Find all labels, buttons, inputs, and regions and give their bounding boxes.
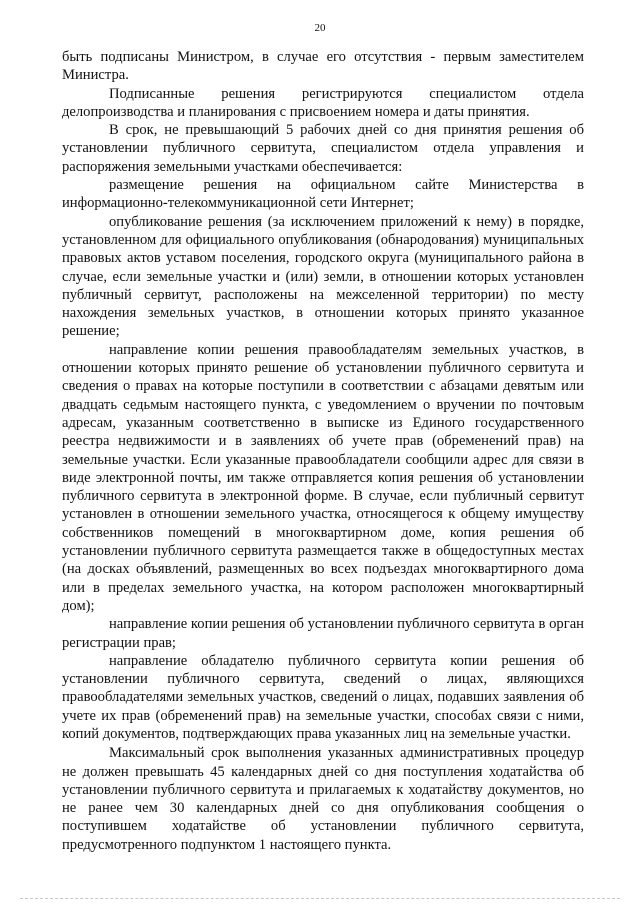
list-item-copy-to-registry: направление копии решения об установлении публичного сервитута в орган регистрации прав; bbox=[62, 616, 584, 651]
paragraph-signature-continuation: быть подписаны Министром, в случае его отсутствия - первым заместителем Министра. bbox=[62, 49, 584, 84]
paragraph-registration: Подписанные решения регистрируются специалистом отдела делопроизводства и планирования с присвоением номера и даты принятия. bbox=[62, 85, 584, 120]
list-item-copy-to-owners: направление копии решения правообладателям земельных участков, в отношении которых принято решение об установлении публичного сервитута и сведения о правах на которые поступили в соответствии с абзацами девятым или двадцать седьмым настоящего пункта, с уведомлением о вручении по почтовым адресам, указанным соответственно в выписке из Единого государственного реестра недвижимости и в заявлениях об учете прав (обременений прав) на земельные участки. Если указанные правообладатели сообщили адрес для связи в виде электронной почты, им также отправляется копия решения об установлении публичного сервитута в электронной форме. В случае, если публичный сервитут установлен в отношении земельного участка, относящегося к общему имуществу собственников помещений в многоквартирном доме, копия решения об установлении публичного сервитута размещается также в общедоступных местах (на досках объявлений, размещенных во всех подъездах многоквартирного дома или в пределах земельного участка, на котором расположен многоквартирный дом); bbox=[62, 341, 584, 614]
list-item-website-publication: размещение решения на официальном сайте Министерства в информационно-телекоммуникационной сети Интернет; bbox=[62, 177, 584, 212]
page-number: 20 bbox=[314, 22, 326, 34]
list-item-official-publication: опубликование решения (за исключением приложений к нему) в порядке, установленном для официального опубликования (обнародования) муниципальных правовых актов уставом поселения, городского округа (муниципального района в случае, если земельные участки и (или) земли, в отношении которых установлен публичный сервитут, расположены на межселенной территории) по месту нахождения земельных участков, в отношении которых принято указанное решение; bbox=[62, 213, 584, 340]
paragraph-deadline-intro: В срок, не превышающий 5 рабочих дней со дня принятия решения об установлении публичного сервитута, специалистом отдела управления и распоряжения земельными участками обеспечивается: bbox=[62, 122, 584, 175]
scan-edge-rule bbox=[20, 898, 620, 899]
document-body bbox=[62, 48, 584, 854]
list-item-copy-to-holder: направление обладателю публичного сервитута копии решения об установлении публичного сервитута, сведений о лицах, являющихся правообладателями земельных участков, сведений о лицах, подавших заявления об учете их прав (обременений прав) на земельные участки, способах связи с ними, копий документов, подтверждающих права указанных лиц на земельные участки. bbox=[62, 652, 584, 742]
paragraph-max-duration: Максимальный срок выполнения указанных административных процедур не должен превышать 45 календарных дней со дня поступления ходатайства об установлении публичного сервитута и прилагаемых к ходатайству документов, но не ранее чем 30 календарных дней со дня опубликования сообщения о поступившем ходатайстве об установлении публичного сервитута, предусмотренного подпунктом 1 настоящего пункта. bbox=[62, 745, 584, 853]
